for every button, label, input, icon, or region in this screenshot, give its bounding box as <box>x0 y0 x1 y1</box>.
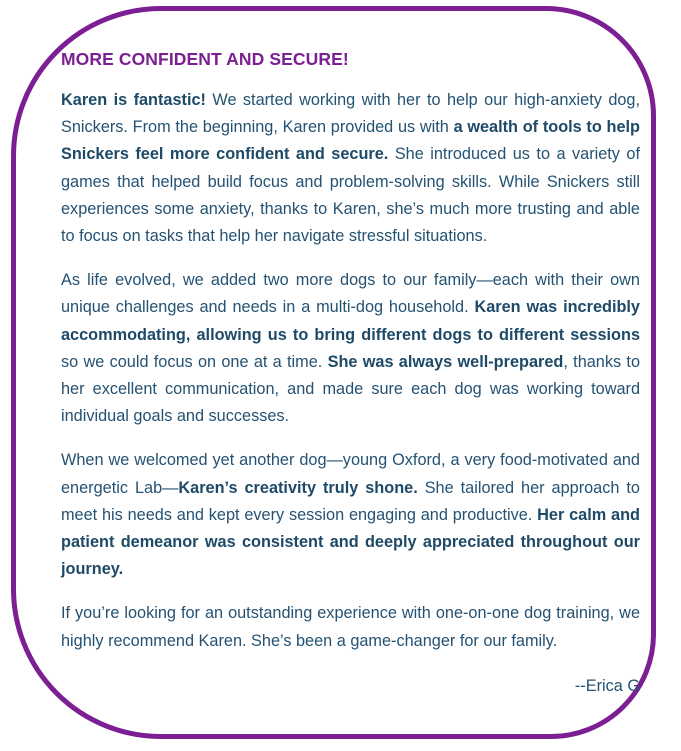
emphasis-run: Karen’s creativity truly shone. <box>178 478 418 497</box>
testimonial-heading: MORE CONFIDENT AND SECURE! <box>61 49 349 69</box>
emphasis-run: She was always well-prepared <box>327 352 564 371</box>
text-run: She tailored her approach to meet his needs and kept every session engaging and productive. <box>61 478 640 524</box>
text-run: , thanks to her excellent communication, and made sure each dog was working toward individual goals and successes. <box>61 352 640 426</box>
testimonial-content <box>61 47 640 700</box>
text-run: As life evolved, we added two more dogs to our family—each with their own unique challenges and needs in a multi-dog household. <box>61 271 640 317</box>
text-run: If you’re looking for an outstanding experience with one-on-one dog training, we highly recommend Karen. She’s been a game-changer for our family. <box>61 604 640 650</box>
testimonial-signature: --Erica G <box>574 676 640 695</box>
text-run: She introduced us to a variety of games that helped build focus and problem-solving skills. While Snickers still experiences some anxiety, thanks to Karen, she’s much more trusting and able to focus on tasks that help her navigate stressful situations. <box>61 145 640 246</box>
testimonial-card <box>11 6 656 739</box>
emphasis-run: Her calm and patient demeanor was consistent and deeply appreciated throughout our journey. <box>61 505 640 579</box>
text-run: When we welcomed yet another dog—young Oxford, a very food-motivated and energetic Lab— <box>61 451 640 497</box>
paragraph-4 <box>61 600 640 654</box>
emphasis-run: a wealth of tools to help Snickers feel more confident and secure. <box>61 118 640 164</box>
emphasis-run: Karen is fantastic! <box>61 91 206 109</box>
emphasis-run: Karen was incredibly accommodating, allowing us to bring different dogs to different sessions <box>61 298 640 344</box>
text-run: so we could focus on one at a time. <box>61 352 328 371</box>
testimonial-body <box>61 87 640 655</box>
paragraph-3 <box>61 447 640 583</box>
paragraph-1 <box>61 87 640 250</box>
paragraph-2 <box>61 267 640 430</box>
text-run: We started working with her to help our high-anxiety dog, Snickers. From the beginning, Karen provided us with <box>61 91 641 137</box>
